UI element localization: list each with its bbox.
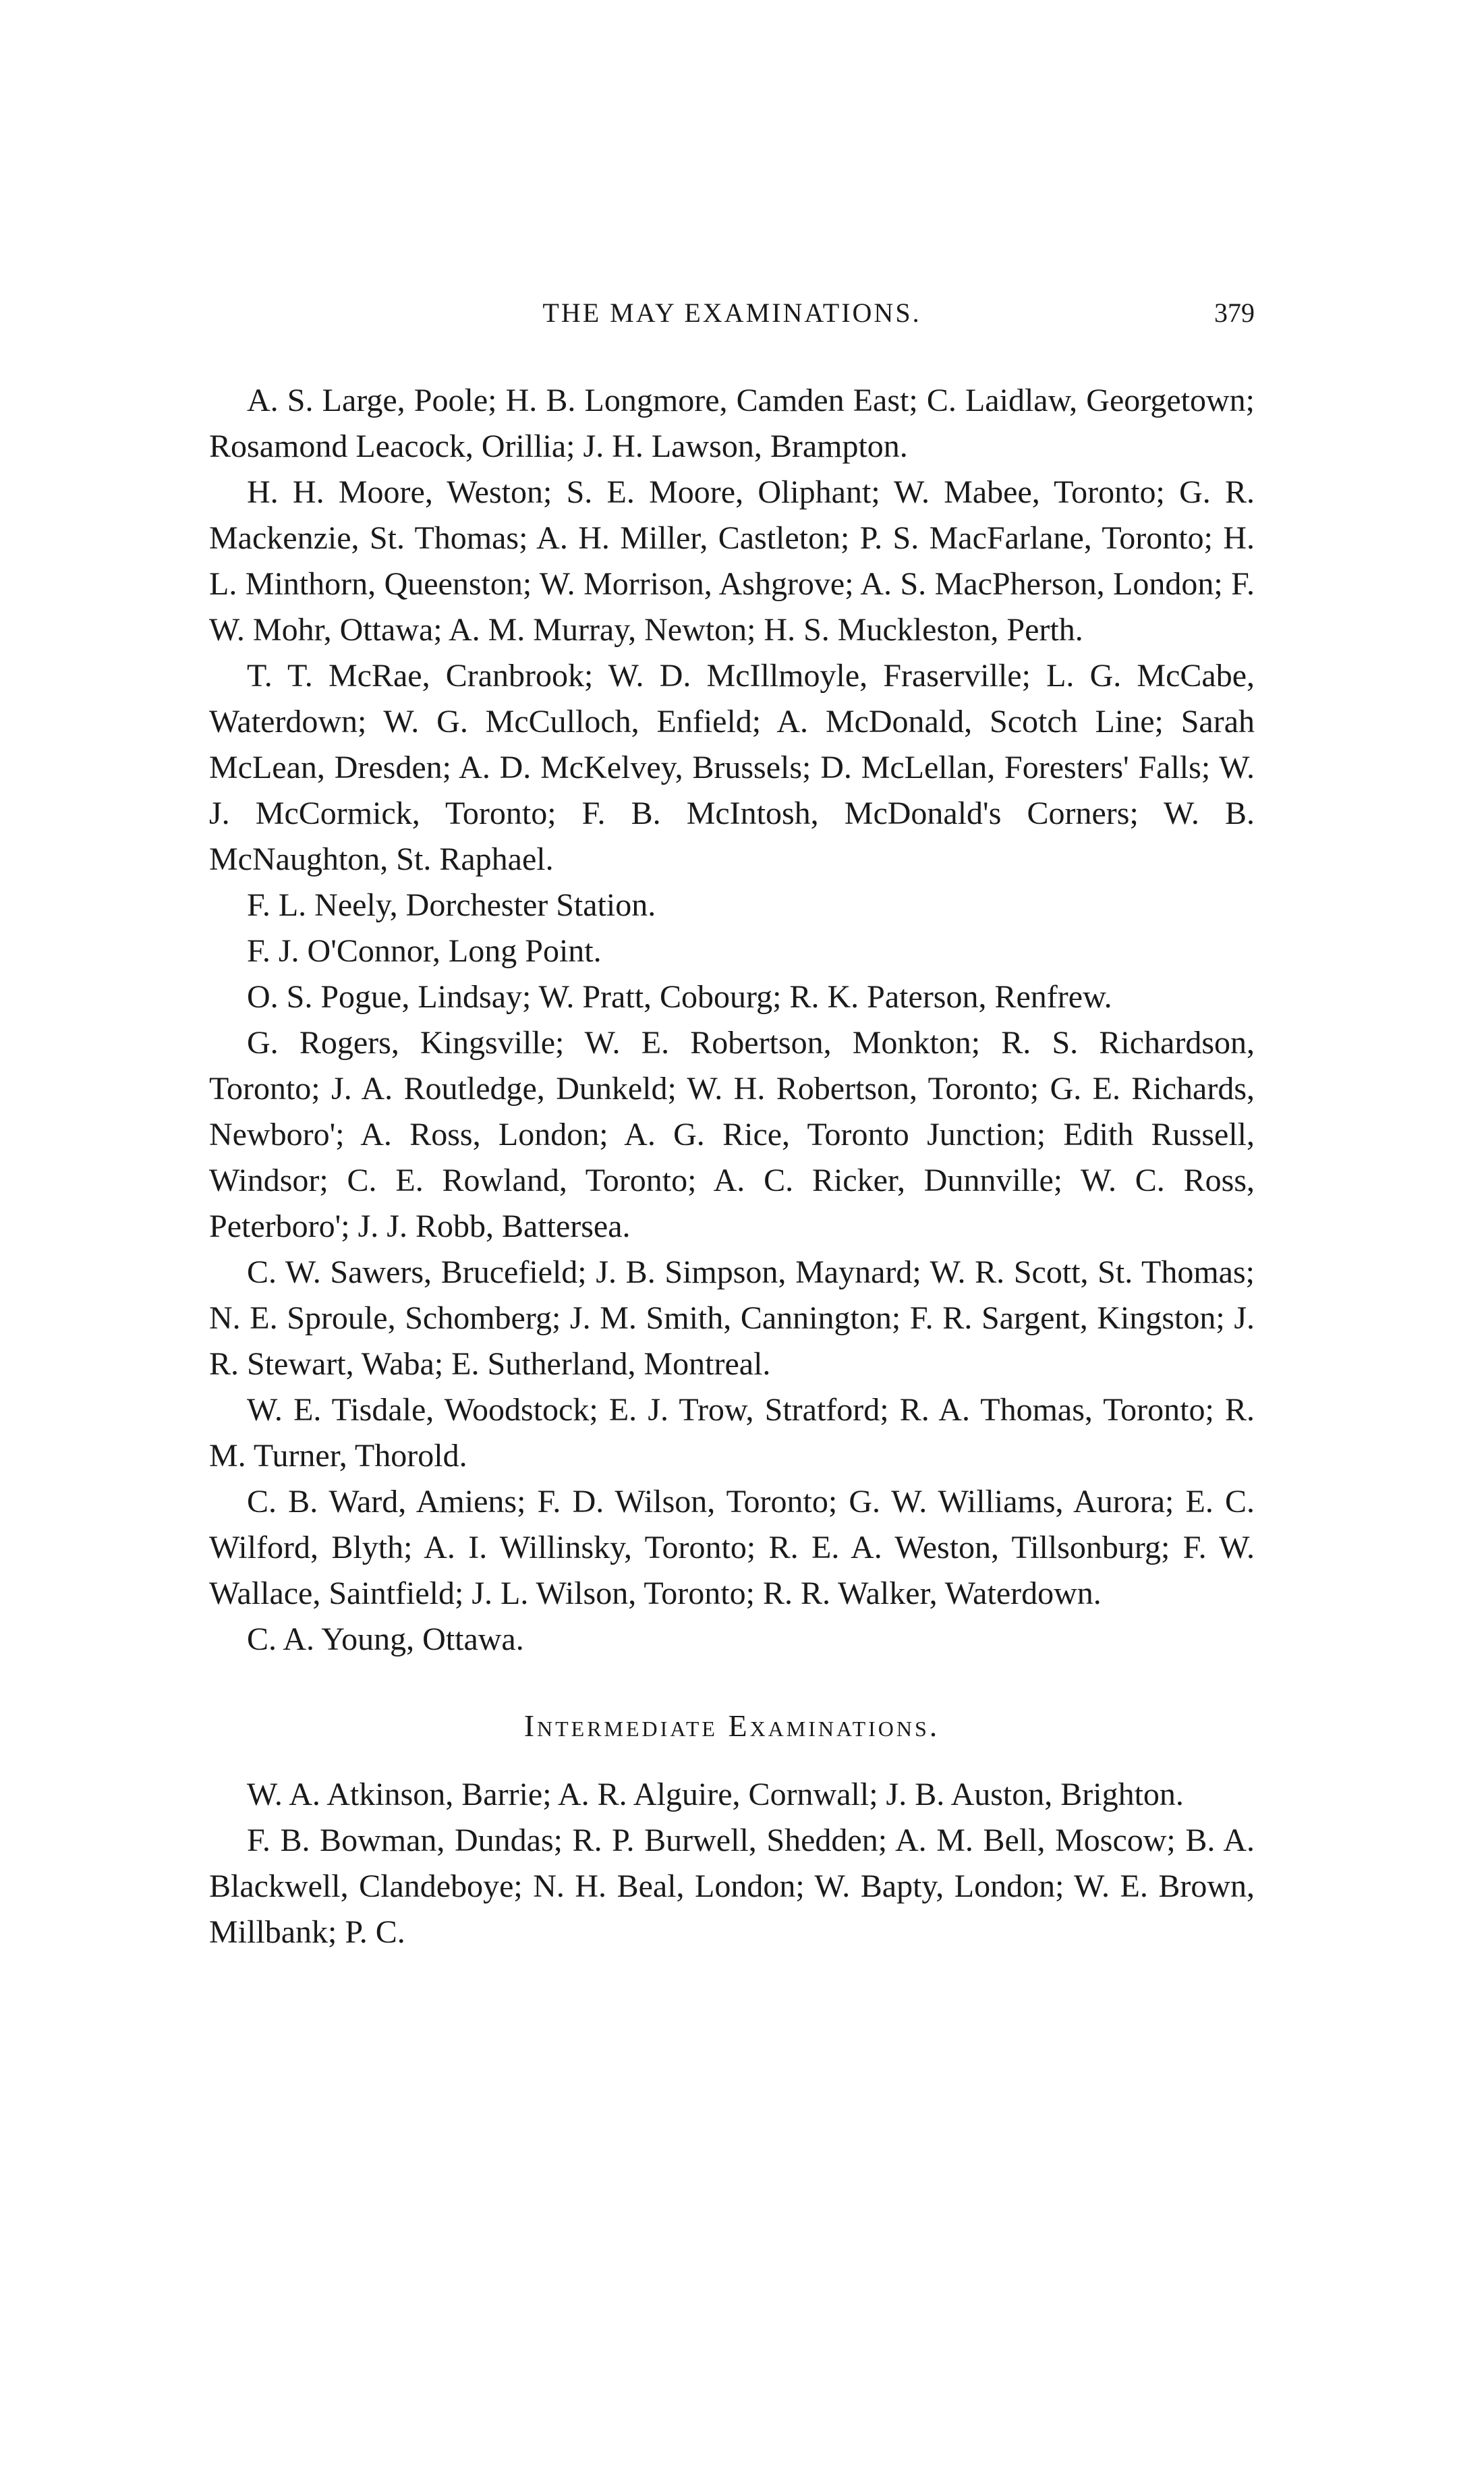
paragraph-t: W. E. Tisdale, Woodstock; E. J. Trow, Stratford; R. A. Thomas, Toronto; R. M. Turner, Thorold.: [209, 1392, 1255, 1474]
running-title: THE MAY EXAMINATIONS.: [542, 298, 921, 328]
section-paragraph-b: F. B. Bowman, Dundas; R. P. Burwell, Shedden; A. M. Bell, Moscow; B. A. Blackwell, Clandeboye; N. H. Beal, London; W. Bapty, London; W. E. Brown, Millbank; P. C.: [209, 1822, 1255, 1950]
paragraph-s: C. W. Sawers, Brucefield; J. B. Simpson, Maynard; W. R. Scott, St. Thomas; N. E. Sproule, Schomberg; J. M. Smith, Cannington; F. R. Sargent, Kingston; J. R. Stewart, Waba; E. Sutherland, Montreal.: [209, 1254, 1255, 1382]
paragraph-mc: T. T. McRae, Cranbrook; W. D. McIllmoyle, Fraserville; L. G. McCabe, Waterdown; W. G. McCulloch, Enfield; A. McDonald, Scotch Line; Sarah McLean, Dresden; A. D. McKelvey, Brussels; D. McLellan, Foresters' Falls; W. J. McCormick, Toronto; F. B. McIntosh, McDonald's Corners; W. B. McNaughton, St. Raphael.: [209, 658, 1255, 877]
paragraph-n: F. L. Neely, Dorchester Station.: [247, 887, 656, 923]
paragraph-o-1: F. J. O'Connor, Long Point.: [247, 933, 602, 969]
section-heading: Intermediate Examinations.: [523, 1708, 940, 1743]
paragraph-l: A. S. Large, Poole; H. B. Longmore, Camden East; C. Laidlaw, Georgetown; Rosamond Leacock, Orillia; J. H. Lawson, Brampton.: [209, 383, 1255, 464]
section-paragraph-a: W. A. Atkinson, Barrie; A. R. Alguire, Cornwall; J. B. Auston, Brighton.: [247, 1777, 1184, 1812]
paragraph-o-2: O. S. Pogue, Lindsay; W. Pratt, Cobourg; R. K. Paterson, Renfrew.: [247, 979, 1112, 1015]
page-number: 379: [1214, 298, 1255, 328]
paragraph-r: G. Rogers, Kingsville; W. E. Robertson, Monkton; R. S. Richardson, Toronto; J. A. Routledge, Dunkeld; W. H. Robertson, Toronto; G. E. Richards, Newboro'; A. Ross, London; A. G. Rice, Toronto Junction; Edith Russell, Windsor; C. E. Rowland, Toronto; A. C. Ricker, Dunnville; W. C. Ross, Peterboro'; J. J. Robb, Battersea.: [209, 1025, 1255, 1244]
paragraph-y: C. A. Young, Ottawa.: [247, 1621, 524, 1657]
page-body: [209, 378, 1255, 1955]
paragraph-m: H. H. Moore, Weston; S. E. Moore, Oliphant; W. Mabee, Toronto; G. R. Mackenzie, St. Thomas; A. H. Miller, Castleton; P. S. MacFarlane, Toronto; H. L. Minthorn, Queenston; W. Morrison, Ashgrove; A. S. MacPherson, London; F. W. Mohr, Ottawa; A. M. Murray, Newton; H. S. Muckleston, Perth.: [209, 474, 1255, 648]
running-head: [209, 297, 1255, 351]
paragraph-w: C. B. Ward, Amiens; F. D. Wilson, Toronto; G. W. Williams, Aurora; E. C. Wilford, Blyth; A. I. Willinsky, Toronto; R. E. A. Weston, Tillsonburg; F. W. Wallace, Saintfield; J. L. Wilson, Toronto; R. R. Walker, Waterdown.: [209, 1484, 1255, 1611]
